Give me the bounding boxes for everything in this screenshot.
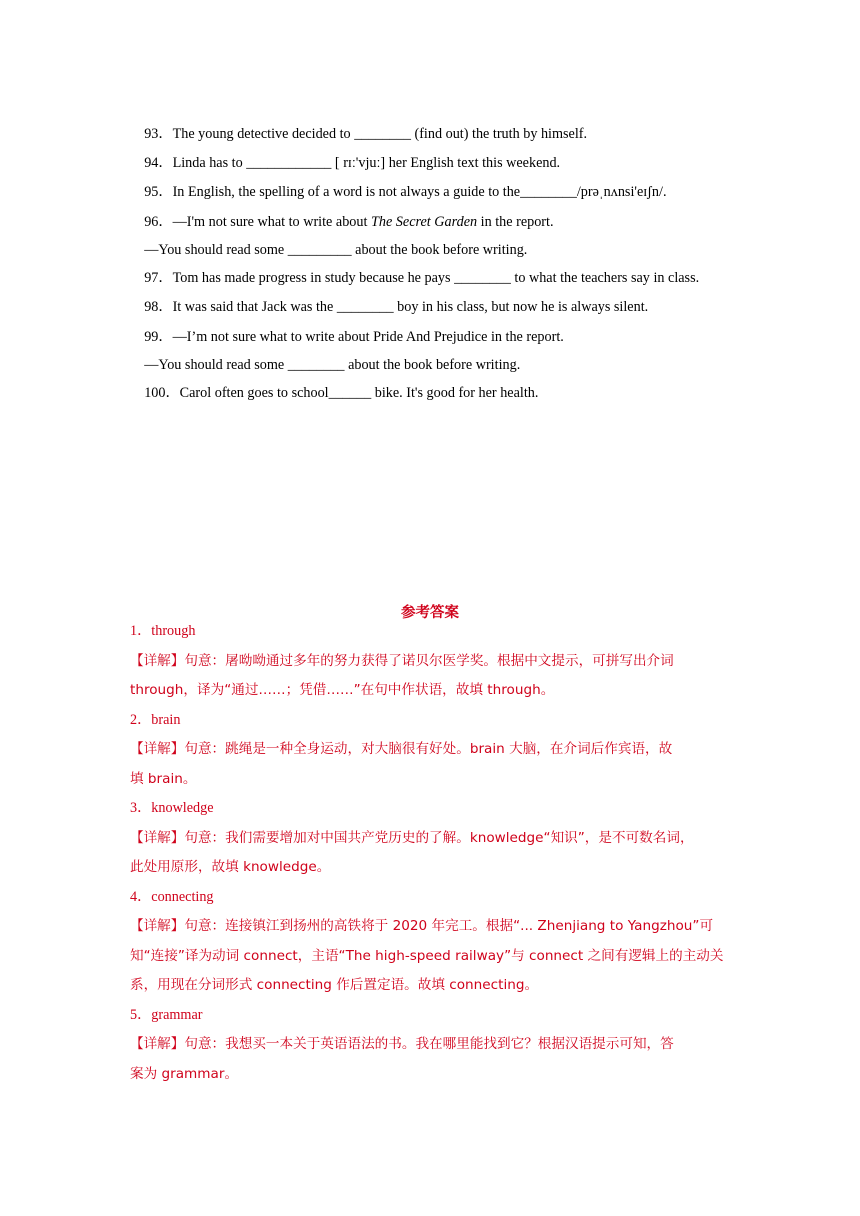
answers-section xyxy=(130,617,730,1089)
answer-1-detail-line2: through，译为“通过……；凭借……”在句中作状语，故填 through。 xyxy=(130,682,555,698)
answers-title: 参考答案 xyxy=(401,605,459,621)
answer-1-head: 1．through xyxy=(130,623,196,639)
question-94: 94．Linda has to ____________ [ rɪː'vjuː] her English text this weekend. xyxy=(144,155,561,171)
answer-3-head: 3．knowledge xyxy=(130,800,214,816)
answer-5-detail-line1: 【详解】句意：我想买一本关于英语语法的书。我在哪里能找到它？根据汉语提示可知，答 xyxy=(130,1036,674,1052)
answer-3-detail-line1: 【详解】句意：我们需要增加对中国共产党历史的了解。knowledge“知识”，是不可数名词， xyxy=(130,829,694,846)
answer-2-detail-line2: 填 brain。 xyxy=(130,770,197,787)
book-title: The Secret Garden xyxy=(370,214,478,230)
answer-2-detail-line1: 【详解】句意：跳绳是一种全身运动，对大脑很有好处。brain 大脑，在介词后作宾语，故 xyxy=(130,741,673,757)
answer-4-detail-line1: 【详解】句意：连接镇江到扬州的高铁将于 2020 年完工。根据“... Zhenjiang to Yangzhou”可 xyxy=(130,918,714,934)
answer-5-head: 5．grammar xyxy=(130,1006,203,1023)
question-96-response: —You should read some _________ about the book before writing. xyxy=(144,242,528,258)
question-100: 100．Carol often goes to school______ bike. It's good for her health. xyxy=(144,385,539,401)
answer-4-detail-line2: 知“连接”译为动词 connect，主语“The high-speed railway”与 connect 之间有逻辑上的主动关 xyxy=(130,947,724,964)
question-93: 93．The young detective decided to ________ (find out) the truth by himself. xyxy=(144,126,588,142)
question-98: 98．It was said that Jack was the ________ boy in his class, but now he is always silent. xyxy=(144,299,649,315)
answer-1-detail-line1: 【详解】句意：屠呦呦通过多年的努力获得了诺贝尔医学奖。根据中文提示，可拼写出介词 xyxy=(130,652,674,669)
question-99: 99．—I’m not sure what to write about Pride And Prejudice in the report. xyxy=(144,329,564,345)
question-96: 96．—I'm not sure what to write about The Secret Garden in the report. xyxy=(144,214,554,230)
question-99-response: —You should read some ________ about the book before writing. xyxy=(144,357,521,373)
question-97: 97．Tom has made progress in study because he pays ________ to what the teachers say in class. xyxy=(144,270,700,286)
answer-3-detail-line2: 此处用原形，故填 knowledge。 xyxy=(130,859,331,875)
answer-4-head: 4．connecting xyxy=(130,888,214,905)
answer-5-detail-line2: 案为 grammar。 xyxy=(130,1065,239,1082)
answer-2-head: 2．brain xyxy=(130,711,181,728)
question-95: 95．In English, the spelling of a word is not always a guide to the________/prəˌnʌnsi'eɪʃn/. xyxy=(144,184,667,200)
answer-4-detail-line3: 系，用现在分词形式 connecting 作后置定语。故填 connecting。 xyxy=(130,977,539,993)
